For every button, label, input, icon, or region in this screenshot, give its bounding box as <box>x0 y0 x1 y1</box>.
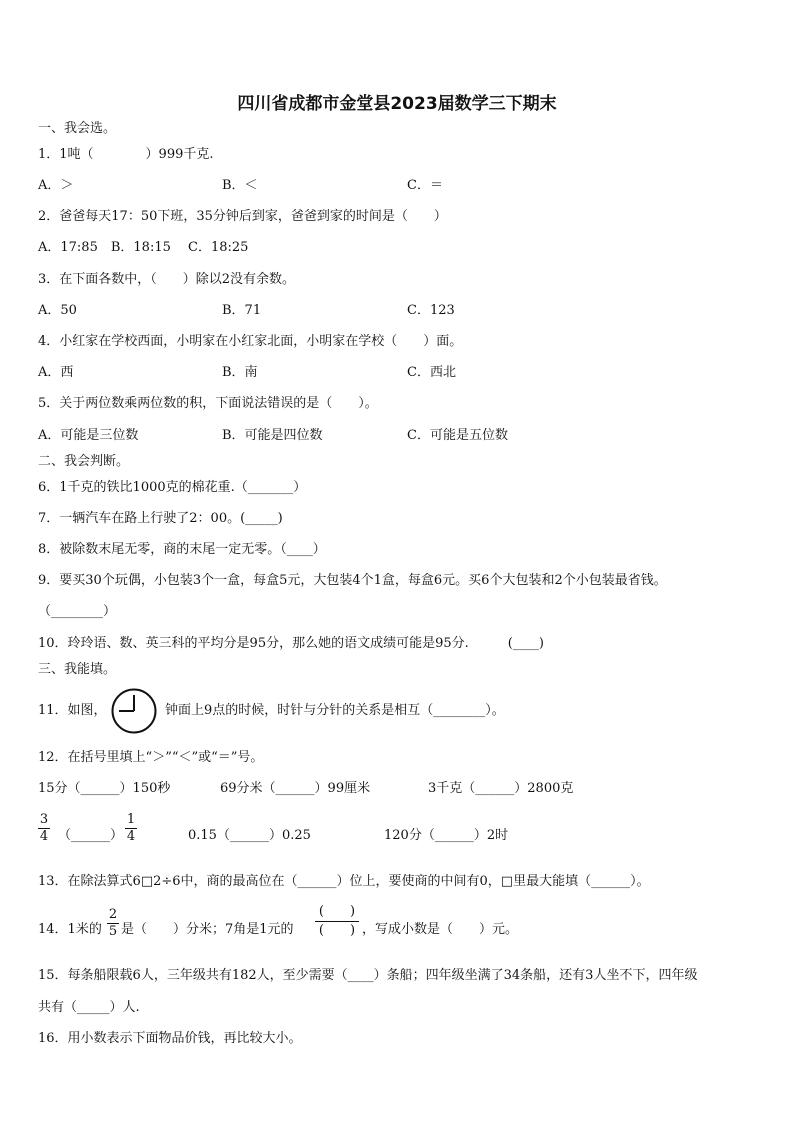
section-heading-2: 二、我会判断。 <box>38 454 130 469</box>
q1-option-a: A．＞ <box>38 178 74 193</box>
q14-fraction-blank <box>315 904 359 939</box>
question-12: 12．在括号里填上“＞”“＜”或“＝”号。 <box>38 750 264 765</box>
q5-option-c: C．可能是五位数 <box>407 428 508 443</box>
fraction-numerator: 3 <box>39 812 49 827</box>
question-2: 2．爸爸每天17：50下班，35分钟后到家，爸爸到家的时间是（ ） <box>38 209 447 224</box>
q12-compare-5: 0.15（______）0.25 <box>188 828 311 843</box>
question-14-middle: 是（ ）分米；7角是1元的 <box>121 922 294 937</box>
question-15-continued: 共有（_____）人. <box>38 1000 140 1015</box>
section-heading-3: 三、我能填。 <box>38 662 117 677</box>
question-16: 16．用小数表示下面物品价钱，再比较大小。 <box>38 1031 302 1046</box>
q3-option-b: B．71 <box>222 303 262 318</box>
question-7: 7．一辆汽车在路上行驶了2：00。(_____) <box>38 511 283 526</box>
q4-option-a: A．西 <box>38 365 74 380</box>
q4-option-c: C．西北 <box>407 365 456 380</box>
question-14-prefix: 14．1米的 <box>38 922 102 937</box>
question-13: 13．在除法算式6□2÷6中，商的最高位在（______）位上，要使商的中间有0，□里最大能填（______）。 <box>38 874 650 889</box>
fraction-blank-denominator: ( ) <box>318 923 356 938</box>
q3-option-a: A．50 <box>38 303 77 318</box>
q12-fraction-right <box>125 813 137 844</box>
question-9-answer-blank: （________） <box>38 604 117 619</box>
question-14-suffix: ，写成小数是（ ）元。 <box>362 922 519 937</box>
fraction-numerator: 1 <box>126 812 136 827</box>
question-8: 8．被除数末尾无零，商的末尾一定无零。（____） <box>38 542 326 557</box>
question-4: 4．小红家在学校西面，小明家在小红家北面，小明家在学校（ ）面。 <box>38 334 463 349</box>
question-6: 6．1千克的铁比1000克的棉花重.（_______） <box>38 480 307 495</box>
q5-option-b: B．可能是四位数 <box>222 428 323 443</box>
page-title: 四川省成都市金堂县2023届数学三下期末 <box>237 94 557 114</box>
question-11-text: 钟面上9点的时候，时针与分针的关系是相互（________）。 <box>165 703 505 718</box>
question-9: 9．要买30个玩偶，小包装3个一盒，每盒5元，大包装4个1盒，每盒6元。买6个大包装和2个小包装最省钱。 <box>38 573 667 588</box>
question-3: 3．在下面各数中，（ ）除以2没有余数。 <box>38 272 296 287</box>
q2-options: A．17:85 B．18:15 C．18:25 <box>38 240 249 255</box>
question-5: 5．关于两位数乘两位数的积，下面说法错误的是（ ）。 <box>38 396 378 411</box>
question-11-prefix: 11．如图， <box>38 703 107 718</box>
clock-face-icon <box>111 688 157 734</box>
q12-fraction-left <box>38 813 50 844</box>
fraction-bar <box>315 921 359 922</box>
q12-compare-4-blank: （______） <box>58 828 124 843</box>
section-heading-1: 一、我会选。 <box>38 121 117 136</box>
fraction-denominator: 4 <box>39 829 49 844</box>
q14-fraction <box>107 908 119 939</box>
fraction-numerator: 2 <box>108 907 118 922</box>
question-1: 1．1吨（ ）999千克. <box>38 147 214 162</box>
fraction-denominator: 5 <box>108 924 118 939</box>
fraction-blank-numerator: ( ) <box>318 904 356 919</box>
q5-option-a: A．可能是三位数 <box>38 428 139 443</box>
question-15: 15．每条船限载6人，三年级共有182人，至少需要（____）条船；四年级坐满了34条船，还有3人坐不下，四年级 <box>38 968 698 983</box>
q12-compare-6: 120分（______）2时 <box>384 828 509 843</box>
q3-option-c: C．123 <box>407 303 455 318</box>
q1-option-c: C．＝ <box>407 178 443 193</box>
q12-compare-2: 69分米（______）99厘米 <box>220 781 371 796</box>
q12-compare-3: 3千克（______）2800克 <box>428 781 574 796</box>
q4-option-b: B．南 <box>222 365 258 380</box>
q1-option-b: B．＜ <box>222 178 258 193</box>
fraction-denominator: 4 <box>126 829 136 844</box>
question-10: 10．玲玲语、数、英三科的平均分是95分，那么她的语文成绩可能是95分. (____) <box>38 636 544 651</box>
q12-compare-1: 15分（______）150秒 <box>38 781 171 796</box>
